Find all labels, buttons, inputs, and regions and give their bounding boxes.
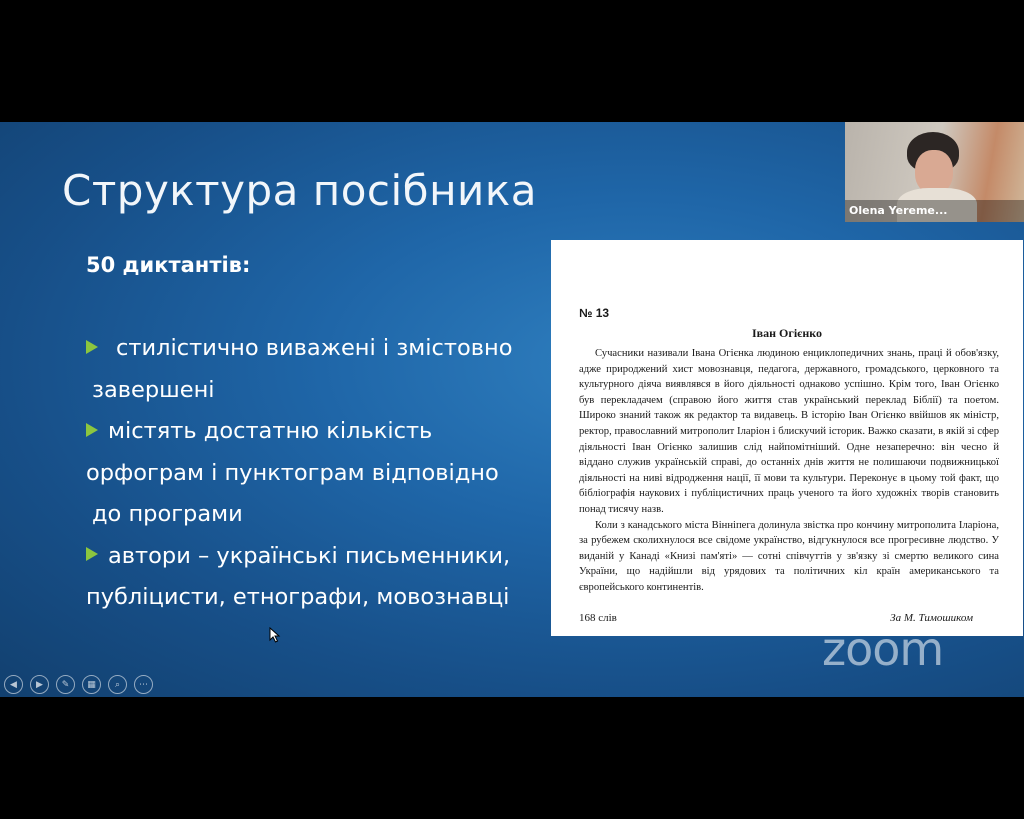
dictation-number: № 13 xyxy=(579,306,610,320)
dictation-paragraph: Коли з канадського міста Вінніпега долинула звістка про кончину митрополита Іларіона, за рубежем сколихнулося все свідоме українство, відгукнулося все прогресивне людство. У виданій у Канаді «Книзі пам'яті» — сотні співчуттів у зв'язку зі смертю великого сина України, що надійшли від урядових та політичних кіл країн американського та європейського континентів. xyxy=(579,519,999,593)
pen-icon[interactable]: ✎ xyxy=(56,675,75,694)
slide-title: Структура посібника xyxy=(62,166,537,215)
bullet-marker-icon xyxy=(86,340,98,354)
bullet-marker-icon xyxy=(86,547,98,561)
bullet-list xyxy=(86,328,556,619)
bullet-1-line-1: стилістично виважені і змістовно xyxy=(86,328,556,370)
participant-video-tile[interactable] xyxy=(845,122,1024,222)
previous-icon[interactable]: ◀ xyxy=(4,675,23,694)
zoom-icon[interactable]: ⌕ xyxy=(108,675,127,694)
participant-name: Olena Yereme... xyxy=(845,200,1024,222)
mouse-cursor-icon xyxy=(269,627,281,643)
dictation-paragraph: Сучасники називали Івана Огієнка людиною енциклопедичних знань, праці й обов'язку, адже природжений хист мовознавця, педагога, державного, громадського, церковного та культурного діяча виявлявся в його діяльності однаково успішно. Крім того, Іван Огієнко був перекладачем (справою його життя став український переклад Біблії) та поетом. Широко знаний також як редактор та видавець. В історію Іван Огієнко ввійшов як міністр, ректор, православний митрополит Іларіон і блискучий історик. Важко сказати, в якій зі сфер діяльності Іван Огієнко залишив слід найпомітніший. Одне незаперечно: він чесно й віддано служив українській справі, до останніх днів життя не полишаючи подвижницької діяльності на ниві відродження нації, її мови та культури. Переконує в цьому той факт, що бібліографія наукових і публіцистичних праць ученого та його художніх творів становить понад тисячу назв. xyxy=(579,348,999,515)
dictation-title: Іван Огієнко xyxy=(751,326,823,340)
bullet-2-line-1: містять достатню кількість xyxy=(86,411,556,453)
bullet-marker-icon xyxy=(86,423,98,437)
zoom-watermark: zoom xyxy=(822,622,944,676)
slide-subhead: 50 диктантів: xyxy=(86,253,251,277)
next-icon[interactable]: ▶ xyxy=(30,675,49,694)
bullet-3-line-1: автори – українські письменники, xyxy=(86,536,556,578)
slideshow-controls xyxy=(4,675,153,694)
bullet-2-line-2: орфограм і пунктограм відповідно xyxy=(86,459,499,486)
dictation-text xyxy=(579,346,999,596)
bullet-2-line-3: до програми xyxy=(92,501,243,527)
word-count: 168 слів xyxy=(579,612,617,624)
dictation-author: За М. Тимошиком xyxy=(890,612,973,624)
more-icon[interactable]: ⋯ xyxy=(134,675,153,694)
slides-icon[interactable]: ▦ xyxy=(82,675,101,694)
dictation-page-image xyxy=(551,240,1023,636)
bullet-3-line-2: публіцисти, етнографи, мовознавці xyxy=(86,584,510,610)
bullet-1-line-2: завершені xyxy=(92,376,215,403)
